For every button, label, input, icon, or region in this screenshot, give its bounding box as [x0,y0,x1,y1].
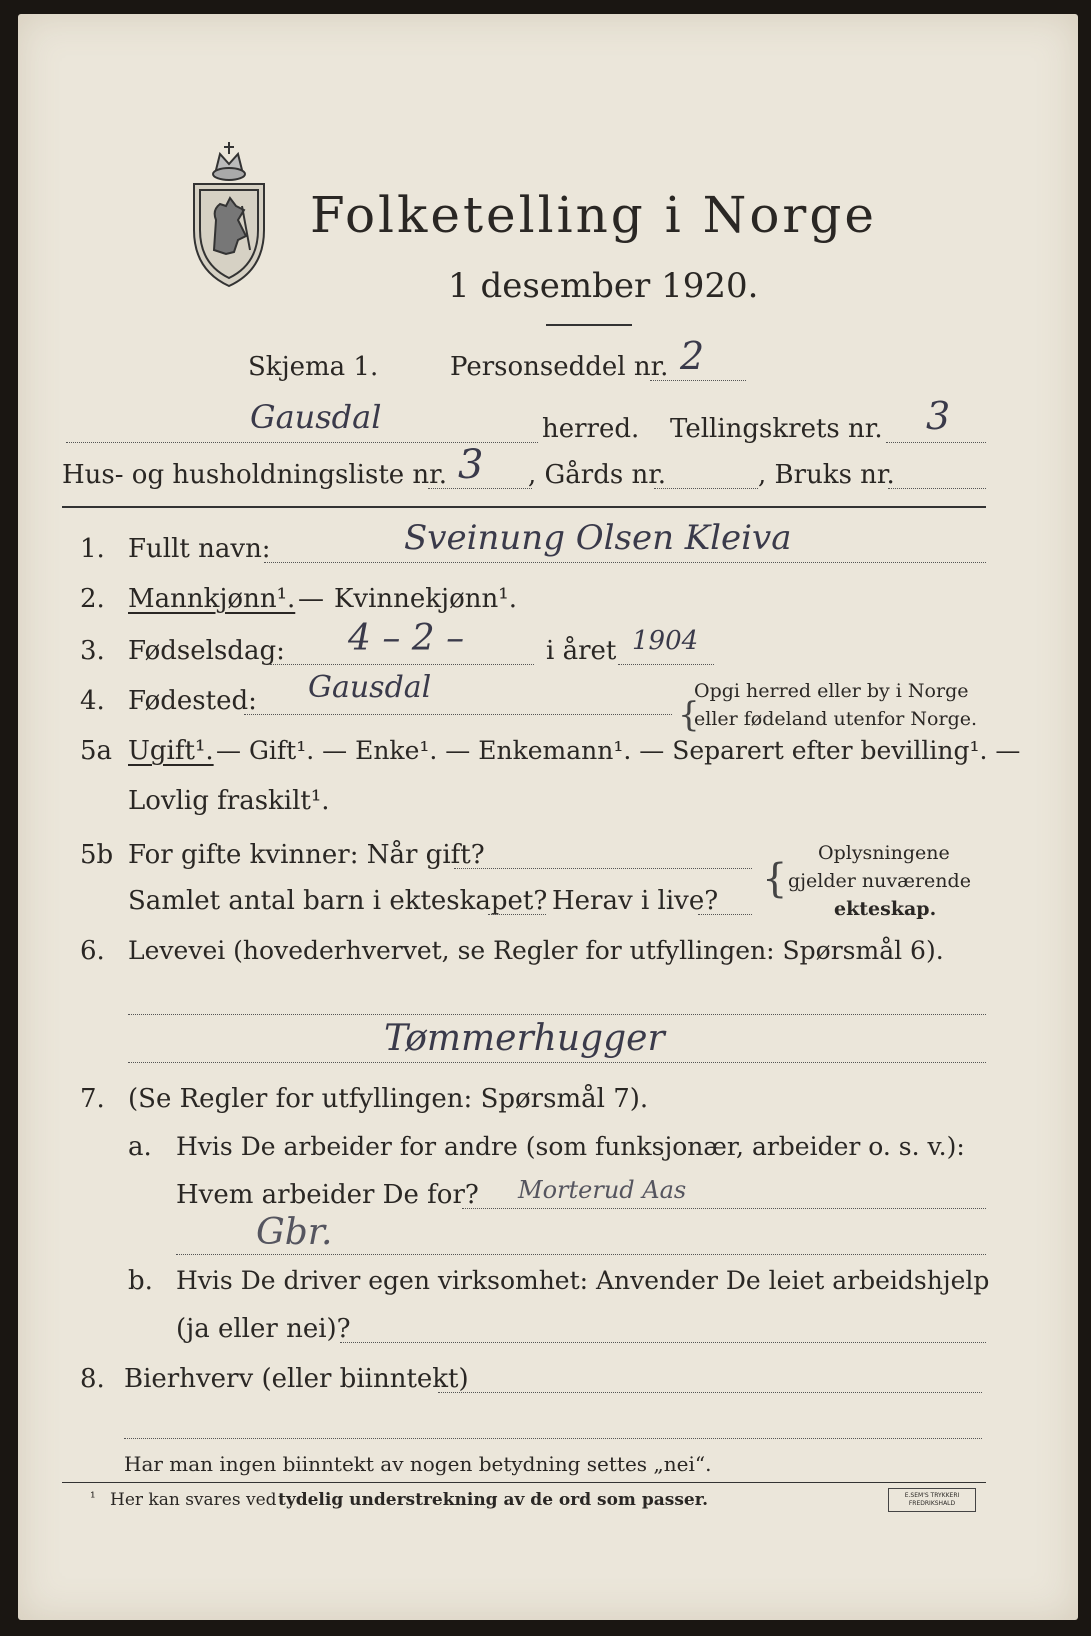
marriage-note-3: ekteskap. [834,898,937,920]
husliste-field[interactable] [428,488,532,489]
footnote-text-a: Her kan svares ved [110,1490,277,1510]
q7a-line2: Hvem arbeider De for? [176,1180,479,1210]
gender-separator: — [298,584,324,614]
husliste-value: 3 [458,442,484,488]
marital-fraskilt-option[interactable]: Lovlig fraskilt¹. [128,786,330,816]
tellingskrets-field[interactable] [886,442,986,443]
employer-field-1[interactable] [462,1208,986,1209]
gards-field[interactable] [654,488,758,489]
q1-label: Fullt navn: [128,534,271,564]
husliste-label: Hus- og husholdningsliste nr. [62,460,448,490]
birthdate-value: 4 – 2 – [348,618,465,659]
tellingskrets-label: Tellingskrets nr. [670,414,883,444]
marriage-note-1: Oplysningene [818,842,950,864]
birthplace-brace: { [678,695,700,735]
birthyear-value: 1904 [632,626,699,656]
coat-of-arms-icon [186,140,272,290]
q8-note: Har man ingen biinntekt av nogen betydning settes „nei“. [124,1452,712,1476]
census-form-sheet [18,14,1078,1620]
marriage-brace: { [762,856,788,902]
full-name-value: Sveinung Olsen Kleiva [404,518,792,558]
personseddel-field[interactable] [650,380,746,381]
personseddel-label: Personseddel nr. [450,352,669,382]
q5b-children-label: Samlet antal barn i ekteskapet? [128,886,548,916]
children-alive-field[interactable] [698,914,752,915]
gards-label: , Gårds nr. [528,460,667,490]
occupation-field-1[interactable] [128,1014,986,1015]
occupation-field-2[interactable] [128,1062,986,1063]
q3-label: Fødselsdag: [128,636,285,666]
q5a-number: 5a [80,736,113,766]
q2-number: 2. [80,584,105,614]
tellingskrets-value: 3 [926,394,951,438]
birthplace-value: Gausdal [308,670,432,705]
birthyear-label: i året [546,636,617,666]
q6-label: Levevei (hovederhvervet, se Regler for utfyllingen: Spørsmål 6). [128,936,944,965]
herred-label: herred. [542,414,640,444]
q7b-line2: (ja eller nei)? [176,1314,351,1344]
birthplace-field[interactable] [244,714,672,715]
gender-male-option[interactable]: Mannkjønn¹. [128,584,296,614]
q4-label: Fødested: [128,686,257,716]
employer-field-2[interactable] [176,1254,986,1255]
q7b-letter: b. [128,1266,153,1296]
employer-value-2: Gbr. [256,1212,333,1253]
footnote-text-b: tydelig understrekning av de ord som passer. [278,1490,709,1510]
printer-stamp [888,1488,976,1512]
title-divider [546,324,632,326]
form-date: 1 desember 1920. [448,266,759,306]
footnote-mark: ¹ [90,1490,96,1506]
q7a-line1: Hvis De arbeider for andre (som funksjonær, arbeider o. s. v.): [176,1132,965,1161]
personseddel-value: 2 [680,334,705,378]
gender-female-option[interactable]: Kvinnekjønn¹. [334,584,517,614]
q7b-line1: Hvis De driver egen virksomhet: Anvender De leiet arbeidshjelp [176,1266,990,1295]
birthyear-field[interactable] [618,664,714,665]
occupation-value: Tømmerhugger [384,1018,665,1059]
employer-value-1: Morterud Aas [518,1176,687,1204]
printer-stamp-line2: FREDRIKSHALD [908,1500,956,1507]
birthplace-note-2: eller fødeland utenfor Norge. [694,708,978,730]
marital-ugift-option[interactable]: Ugift¹. [128,736,214,766]
full-name-field[interactable] [264,562,986,563]
birthplace-note-1: Opgi herred eller by i Norge [694,680,969,702]
q7a-letter: a. [128,1132,152,1162]
bruks-field[interactable] [888,488,986,489]
q3-number: 3. [80,636,105,666]
q5b-number: 5b [80,840,114,870]
q6-number: 6. [80,936,105,966]
birthdate-field[interactable] [270,664,534,665]
side-income-field-2[interactable] [124,1438,982,1439]
hired-help-field[interactable] [340,1342,986,1343]
q5b-line1: For gifte kvinner: Når gift? [128,840,485,870]
printer-stamp-line1: E.SEM'S TRYKKERI [904,1492,960,1499]
footnote-divider [62,1482,986,1483]
q8-label: Bierhverv (eller biinntekt) [124,1364,469,1394]
q8-number: 8. [80,1364,105,1394]
children-total-field[interactable] [488,914,546,915]
q4-number: 4. [80,686,105,716]
bruks-label: , Bruks nr. [758,460,895,490]
skjema-label: Skjema 1. [248,352,379,382]
q7-number: 7. [80,1084,105,1114]
married-when-field[interactable] [454,868,752,869]
q5b-alive-label: Herav i live? [552,886,719,916]
marital-other-options[interactable]: — Gift¹. — Enke¹. — Enkemann¹. — Separert efter bevilling¹. — [216,736,1021,765]
q7-label: (Se Regler for utfyllingen: Spørsmål 7). [128,1084,649,1114]
q1-number: 1. [80,534,105,564]
side-income-field-1[interactable] [438,1392,982,1393]
marriage-note-2: gjelder nuværende [788,870,971,892]
herred-value: Gausdal [250,398,382,436]
header-divider [62,506,986,508]
form-title: Folketelling i Norge [310,186,877,244]
